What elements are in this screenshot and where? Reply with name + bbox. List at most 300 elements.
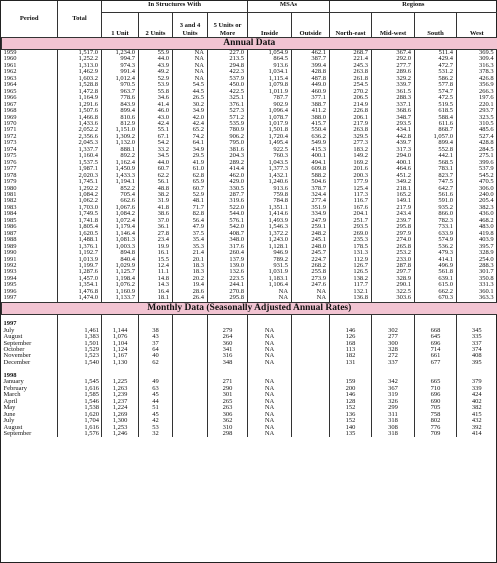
table-cell: 1,414.6 bbox=[248, 211, 292, 217]
table-cell: 270.2 bbox=[330, 89, 372, 95]
table-cell: 117.3 bbox=[330, 192, 372, 198]
table-cell: 568.5 bbox=[415, 160, 457, 166]
table-cell: 271 bbox=[208, 379, 248, 385]
table-cell: 293.5 bbox=[372, 121, 415, 127]
table-cell: 348.0 bbox=[208, 237, 248, 243]
table-cell: 328.9 bbox=[457, 250, 497, 256]
table-cell: NA bbox=[173, 50, 208, 57]
table-cell: 33.2 bbox=[139, 147, 173, 153]
table-cell: 1,546 bbox=[58, 399, 102, 405]
table-cell: 26.5 bbox=[173, 95, 208, 101]
row-period: September bbox=[3, 430, 32, 438]
table-cell: 1,291.6 bbox=[58, 102, 102, 108]
table-cell: 351.9 bbox=[292, 205, 330, 211]
row-period: 1977 bbox=[3, 165, 17, 173]
table-cell: 576.1 bbox=[208, 218, 248, 224]
table-cell: 1,164.9 bbox=[58, 95, 102, 101]
row-period: October bbox=[3, 346, 25, 354]
row-period: 1997 bbox=[3, 294, 17, 302]
table-cell: 270.8 bbox=[208, 289, 248, 295]
table-cell: 310 bbox=[208, 425, 248, 431]
table-cell: 301 bbox=[208, 392, 248, 398]
table-cell: 414.1 bbox=[415, 257, 457, 263]
table-cell: 542.0 bbox=[208, 224, 248, 230]
row-period: 1988 bbox=[3, 236, 17, 244]
table-cell: 472.7 bbox=[415, 63, 457, 69]
table-cell: 52.9 bbox=[139, 76, 173, 82]
table-cell: 1,517.0 bbox=[58, 50, 102, 57]
table-cell: 780.9 bbox=[208, 127, 248, 133]
row-period: 1966 bbox=[3, 94, 17, 102]
table-cell: 235.3 bbox=[330, 237, 372, 243]
table-cell: 1,620.5 bbox=[58, 231, 102, 237]
table-cell: 1,162.4 bbox=[102, 160, 139, 166]
table-cell: 571.2 bbox=[208, 115, 248, 121]
table-cell: 899.4 bbox=[415, 140, 457, 146]
table-cell: 1,538 bbox=[58, 405, 102, 411]
table-cell: NA bbox=[173, 63, 208, 69]
header-total: Total bbox=[58, 1, 102, 38]
table-cell: 485.6 bbox=[457, 127, 497, 133]
table-cell: 14.8 bbox=[139, 276, 173, 282]
table-cell: 220.1 bbox=[457, 102, 497, 108]
table-cell: 265 bbox=[208, 399, 248, 405]
table-cell: 279 bbox=[208, 328, 248, 334]
table-cell: 1,507.6 bbox=[58, 108, 102, 114]
table-cell: 1,198.4 bbox=[102, 276, 139, 282]
table-cell: 464.6 bbox=[372, 166, 415, 172]
table-cell: 504.6 bbox=[292, 179, 330, 185]
table-cell: 360.1 bbox=[457, 289, 497, 295]
table-cell: 331.3 bbox=[457, 282, 497, 288]
table-cell: 1,167 bbox=[102, 353, 139, 359]
table-cell: 56.1 bbox=[139, 179, 173, 185]
table-cell: 381.6 bbox=[208, 147, 248, 153]
table-cell: 414.4 bbox=[208, 166, 248, 172]
table-cell: 135 bbox=[330, 431, 372, 437]
table-cell: 535.9 bbox=[208, 121, 248, 127]
table-cell: 549.9 bbox=[292, 140, 330, 146]
table-cell: 201.6 bbox=[330, 166, 372, 172]
table-cell: 387.7 bbox=[292, 56, 330, 62]
table-cell: 843.9 bbox=[102, 102, 139, 108]
table-cell: 136 bbox=[330, 412, 372, 418]
table-cell: 415.7 bbox=[292, 121, 330, 127]
row-period: 1975 bbox=[3, 152, 17, 160]
table-cell: 263.8 bbox=[330, 127, 372, 133]
row-period: 1976 bbox=[3, 158, 17, 166]
table-cell: 1,620 bbox=[58, 412, 102, 418]
table-cell: 892.2 bbox=[102, 153, 139, 159]
table-cell: 46.0 bbox=[139, 108, 173, 114]
table-cell: 362 bbox=[208, 418, 248, 424]
table-cell: 233.0 bbox=[372, 257, 415, 263]
table-cell: 324.4 bbox=[292, 192, 330, 198]
table-cell: 1,545 bbox=[58, 379, 102, 385]
table-cell: 388.0 bbox=[292, 115, 330, 121]
row-period: 1987 bbox=[3, 229, 17, 237]
table-cell: 35.3 bbox=[173, 244, 208, 250]
table-cell: NA bbox=[292, 289, 330, 295]
table-cell: 117.7 bbox=[330, 282, 372, 288]
table-cell: 264 bbox=[208, 334, 248, 340]
header-in-structures: In Structures With bbox=[102, 1, 248, 13]
table-cell: 1,309.2 bbox=[102, 134, 139, 140]
table-cell bbox=[292, 431, 330, 437]
header-northeast: North-east bbox=[330, 13, 372, 38]
table-cell: 1,433.6 bbox=[58, 121, 102, 127]
table-cell: 277.4 bbox=[292, 198, 330, 204]
table-cell: 2,052.2 bbox=[58, 127, 102, 133]
table-cell: 1,194.1 bbox=[102, 179, 139, 185]
table-cell: 1,476.8 bbox=[58, 289, 102, 295]
table-cell: 43.0 bbox=[139, 115, 173, 121]
table-cell: 377.1 bbox=[292, 95, 330, 101]
table-cell: 152 bbox=[330, 418, 372, 424]
table-cell: 415.3 bbox=[292, 147, 330, 153]
row-period: 1989 bbox=[3, 242, 17, 250]
table-cell: 902.9 bbox=[248, 102, 292, 108]
annual-data-section bbox=[2, 38, 497, 303]
table-cell: 1,474.0 bbox=[58, 295, 102, 302]
table-cell: 852.2 bbox=[102, 186, 139, 192]
table-cell: 18.3 bbox=[173, 269, 208, 275]
table-cell: 991.4 bbox=[102, 69, 139, 75]
table-cell: 131.3 bbox=[330, 250, 372, 256]
table-cell: 43.9 bbox=[139, 63, 173, 69]
table-cell: 1,237 bbox=[102, 399, 139, 405]
table-cell: 411.2 bbox=[292, 108, 330, 114]
header-period: Period bbox=[19, 15, 39, 23]
row-period: 1980 bbox=[3, 184, 17, 192]
table-cell: 894.8 bbox=[102, 250, 139, 256]
table-cell: 1,011.9 bbox=[248, 89, 292, 95]
table-cell: 20.1 bbox=[173, 257, 208, 263]
table-cell: 1,012.4 bbox=[102, 76, 139, 82]
table-cell: 1,501.8 bbox=[248, 127, 292, 133]
row-period: 1990 bbox=[3, 249, 17, 257]
table-cell: 449.0 bbox=[292, 82, 330, 88]
table-cell: 1,741.8 bbox=[58, 218, 102, 224]
table-cell: 167.6 bbox=[330, 205, 372, 211]
table-cell: 65.9 bbox=[173, 179, 208, 185]
table-cell: 20.2 bbox=[173, 276, 208, 282]
table-cell: 1,433.3 bbox=[102, 173, 139, 179]
table-cell: 42 bbox=[139, 418, 173, 424]
table-cell: 470.5 bbox=[457, 179, 497, 185]
table-cell: 55.8 bbox=[139, 89, 173, 95]
table-cell: 328.9 bbox=[372, 276, 415, 282]
table-cell: 931.5 bbox=[248, 263, 292, 269]
table-cell: 12.4 bbox=[139, 263, 173, 269]
table-cell: 368.6 bbox=[372, 108, 415, 114]
table-cell: 128 bbox=[330, 399, 372, 405]
table-cell: 34.9 bbox=[173, 108, 208, 114]
table-cell: 550.4 bbox=[292, 127, 330, 133]
table-cell: 1,017.9 bbox=[248, 121, 292, 127]
table-cell: 1,192.7 bbox=[58, 250, 102, 256]
table-cell: 309.4 bbox=[457, 56, 497, 62]
row-period: 1971 bbox=[3, 126, 17, 134]
table-cell: 1,029.9 bbox=[102, 263, 139, 269]
table-cell: 1,377.3 bbox=[248, 166, 292, 172]
table-cell: 527.3 bbox=[208, 108, 248, 114]
table-cell: 341 bbox=[208, 347, 248, 353]
row-period: 1996 bbox=[3, 287, 17, 295]
table-cell: 177.9 bbox=[330, 179, 372, 185]
table-cell: 204.1 bbox=[330, 211, 372, 217]
table-cell: 1,003.3 bbox=[102, 244, 139, 250]
table-cell: 1,067.6 bbox=[102, 205, 139, 211]
table-cell: 44.0 bbox=[139, 56, 173, 62]
table-cell: 274.0 bbox=[372, 237, 415, 243]
table-cell: 1,472.8 bbox=[58, 89, 102, 95]
table-cell: 795.0 bbox=[208, 140, 248, 146]
table-cell: 782.3 bbox=[415, 218, 457, 224]
table-cell: 40 bbox=[139, 353, 173, 359]
table-cell: 460.9 bbox=[292, 89, 330, 95]
table-cell: 140 bbox=[330, 425, 372, 431]
table-cell: 67.1 bbox=[139, 134, 173, 140]
table-cell: 759.8 bbox=[248, 192, 292, 198]
monthly-section-title: Monthly Data (Seasonally Adjusted Annual Rates) bbox=[2, 302, 497, 314]
table-cell: 218.1 bbox=[372, 186, 415, 192]
table-cell: 1,383 bbox=[58, 334, 102, 340]
table-cell: 864.5 bbox=[248, 56, 292, 62]
row-period: July bbox=[3, 417, 15, 425]
table-cell: 1,372.2 bbox=[248, 231, 292, 237]
table-cell: 334.9 bbox=[292, 211, 330, 217]
table-cell: 1,585 bbox=[58, 392, 102, 398]
table-cell: 169.2 bbox=[330, 160, 372, 166]
table-cell: 261.8 bbox=[330, 76, 372, 82]
table-cell: 35.4 bbox=[173, 237, 208, 243]
table-cell: 55.9 bbox=[139, 50, 173, 57]
table-cell: 367.4 bbox=[372, 50, 415, 57]
table-cell: 1,493.9 bbox=[248, 218, 292, 224]
table-cell: 287.8 bbox=[372, 263, 415, 269]
year-row bbox=[2, 320, 497, 328]
table-cell: 295.8 bbox=[372, 224, 415, 230]
table-cell: 414 bbox=[457, 431, 497, 437]
table-cell: 536.2 bbox=[415, 244, 457, 250]
table-cell: 62.2 bbox=[139, 173, 173, 179]
table-cell: NA bbox=[248, 347, 292, 353]
table-cell: 1,805.4 bbox=[58, 224, 102, 230]
table-cell: 244.1 bbox=[208, 282, 248, 288]
table-cell: 1,130 bbox=[102, 360, 139, 366]
table-cell: 152 bbox=[330, 405, 372, 411]
table-cell: 37 bbox=[139, 341, 173, 347]
table-cell: 272 bbox=[372, 353, 415, 359]
table-cell: NA bbox=[248, 392, 292, 398]
table-cell: NA bbox=[248, 334, 292, 340]
table-cell: 239.7 bbox=[372, 218, 415, 224]
table-cell: 888.1 bbox=[102, 147, 139, 153]
table-cell: 319.6 bbox=[208, 198, 248, 204]
table-cell: 14.3 bbox=[139, 282, 173, 288]
table-cell: 1,239 bbox=[102, 392, 139, 398]
table-cell: 442.1 bbox=[415, 153, 457, 159]
table-cell: 395.7 bbox=[457, 244, 497, 250]
table-cell: 922.5 bbox=[248, 147, 292, 153]
table-cell: 300 bbox=[372, 341, 415, 347]
row-period: 1961 bbox=[3, 61, 17, 69]
table-cell: 34.6 bbox=[139, 95, 173, 101]
table-cell: 28.6 bbox=[173, 289, 208, 295]
table-cell: 588.2 bbox=[292, 173, 330, 179]
table-cell bbox=[173, 431, 208, 437]
table-cell: 2,020.3 bbox=[58, 173, 102, 179]
table-cell: 34.9 bbox=[173, 147, 208, 153]
table-cell: 2,356.6 bbox=[58, 134, 102, 140]
table-cell: 1,151.0 bbox=[102, 127, 139, 133]
table-cell: 200.3 bbox=[330, 173, 372, 179]
table-cell: 1,351.1 bbox=[248, 205, 292, 211]
table-cell: 574.7 bbox=[415, 89, 457, 95]
table-cell: 760.3 bbox=[248, 153, 292, 159]
table-cell: 1,495.4 bbox=[248, 140, 292, 146]
table-cell: 1,072.4 bbox=[102, 218, 139, 224]
row-period: June bbox=[3, 410, 16, 418]
table-cell: NA bbox=[173, 76, 208, 82]
table-cell: 42.0 bbox=[173, 115, 208, 121]
table-cell: 217.9 bbox=[330, 121, 372, 127]
table-cell: 23.4 bbox=[139, 237, 173, 243]
table-cell: 339 bbox=[457, 386, 497, 392]
header-outside: Outside bbox=[292, 13, 330, 38]
table-cell: 1,199.7 bbox=[58, 263, 102, 269]
row-period: 1991 bbox=[3, 255, 17, 263]
table-cell: 1,115.4 bbox=[248, 76, 292, 82]
table-cell: 426.8 bbox=[457, 76, 497, 82]
header-south: South bbox=[415, 13, 457, 38]
table-cell: 1,133.7 bbox=[102, 295, 139, 302]
table-cell: 408 bbox=[457, 353, 497, 359]
table-cell: 297.9 bbox=[372, 231, 415, 237]
table-cell: 1,031.9 bbox=[248, 269, 292, 275]
table-cell: 277.7 bbox=[372, 63, 415, 69]
row-period: 1993 bbox=[3, 268, 17, 276]
table-cell: 946.9 bbox=[248, 250, 292, 256]
table-cell: 345 bbox=[457, 328, 497, 334]
table-cell: 419.8 bbox=[457, 231, 497, 237]
table-cell: 263.8 bbox=[330, 69, 372, 75]
table-cell: 182 bbox=[330, 353, 372, 359]
table-cell: 866.0 bbox=[415, 211, 457, 217]
table-cell: 146 bbox=[330, 328, 372, 334]
table-cell: 206.1 bbox=[330, 115, 372, 121]
table-cell: 126.7 bbox=[330, 263, 372, 269]
table-cell: 125.4 bbox=[330, 186, 372, 192]
table-cell: 317.3 bbox=[372, 147, 415, 153]
table-cell: 275.1 bbox=[457, 153, 497, 159]
table-cell: 690 bbox=[415, 399, 457, 405]
row-period: July bbox=[3, 326, 15, 334]
table-cell: 1,132.0 bbox=[102, 140, 139, 146]
table-cell: 224.7 bbox=[292, 257, 330, 263]
table-cell: 1,603.2 bbox=[58, 76, 102, 82]
table-cell: 146 bbox=[330, 392, 372, 398]
table-cell: 60.7 bbox=[139, 166, 173, 172]
table-cell: 1,337.7 bbox=[58, 147, 102, 153]
table-cell: 615.0 bbox=[415, 282, 457, 288]
table-cell: 705.4 bbox=[102, 192, 139, 198]
annual-section-title: Annual Data bbox=[2, 38, 497, 50]
table-cell: 479.3 bbox=[415, 250, 457, 256]
table-cell: 710 bbox=[415, 386, 457, 392]
table-cell: 434.1 bbox=[372, 127, 415, 133]
table-cell: 382.3 bbox=[457, 205, 497, 211]
table-cell: 297.7 bbox=[372, 269, 415, 275]
row-period: 1985 bbox=[3, 216, 17, 224]
table-cell: 294.0 bbox=[372, 153, 415, 159]
table-cell: 552.8 bbox=[415, 147, 457, 153]
table-cell: NA bbox=[292, 295, 330, 302]
table-cell: 1,269 bbox=[102, 412, 139, 418]
row-period: 1970 bbox=[3, 119, 17, 127]
table-cell: 126.5 bbox=[330, 269, 372, 275]
table-cell: 15.5 bbox=[139, 257, 173, 263]
table-cell: 38 bbox=[139, 328, 173, 334]
header-3-4-units: 3 and 4 Units bbox=[173, 13, 208, 38]
table-cell: 348 bbox=[208, 360, 248, 366]
table-cell: 293.5 bbox=[330, 224, 372, 230]
table-cell: 149.1 bbox=[372, 198, 415, 204]
table-cell: 1,523 bbox=[58, 353, 102, 359]
table-cell: 1,128.1 bbox=[248, 244, 292, 250]
table-cell: 306 bbox=[208, 412, 248, 418]
table-cell: 290.1 bbox=[372, 282, 415, 288]
table-cell: 31.9 bbox=[139, 198, 173, 204]
table-cell: 494.1 bbox=[292, 160, 330, 166]
table-cell: 1,146.4 bbox=[102, 231, 139, 237]
housing-starts-table bbox=[1, 1, 497, 437]
table-cell: 1,376.1 bbox=[58, 244, 102, 250]
table-cell: 159 bbox=[330, 379, 372, 385]
table-cell: 1,987.1 bbox=[58, 166, 102, 172]
table-cell: 974.3 bbox=[102, 63, 139, 69]
table-cell: 116.7 bbox=[330, 198, 372, 204]
table-cell: 273.9 bbox=[292, 276, 330, 282]
table-cell: 41.4 bbox=[139, 102, 173, 108]
table-cell: 200 bbox=[330, 386, 372, 392]
table-cell: 1,466.8 bbox=[58, 115, 102, 121]
table-cell: 247.9 bbox=[292, 218, 330, 224]
row-period: 1994 bbox=[3, 274, 17, 282]
table-cell: 1,144 bbox=[102, 328, 139, 334]
row-period: 1965 bbox=[3, 87, 17, 95]
table-cell: 51 bbox=[139, 405, 173, 411]
table-cell: 45 bbox=[139, 412, 173, 418]
table-cell: 439.7 bbox=[372, 140, 415, 146]
table-cell: 1,179.4 bbox=[102, 224, 139, 230]
table-cell: NA bbox=[248, 360, 292, 366]
table-cell: 1,488.1 bbox=[58, 237, 102, 243]
table-cell: 1,076.2 bbox=[102, 282, 139, 288]
table-cell: 611.6 bbox=[415, 121, 457, 127]
table-cell: 537.9 bbox=[457, 166, 497, 172]
table-cell: 301.7 bbox=[457, 269, 497, 275]
table-cell: 290 bbox=[208, 386, 248, 392]
table-cell: 1,537.5 bbox=[58, 160, 102, 166]
table-cell: NA bbox=[248, 289, 292, 295]
table-cell: 428.8 bbox=[292, 69, 330, 75]
table-cell: 468.2 bbox=[457, 218, 497, 224]
table-cell: 328 bbox=[372, 347, 415, 353]
table-cell: 392 bbox=[457, 425, 497, 431]
table-cell: 329.2 bbox=[372, 76, 415, 82]
